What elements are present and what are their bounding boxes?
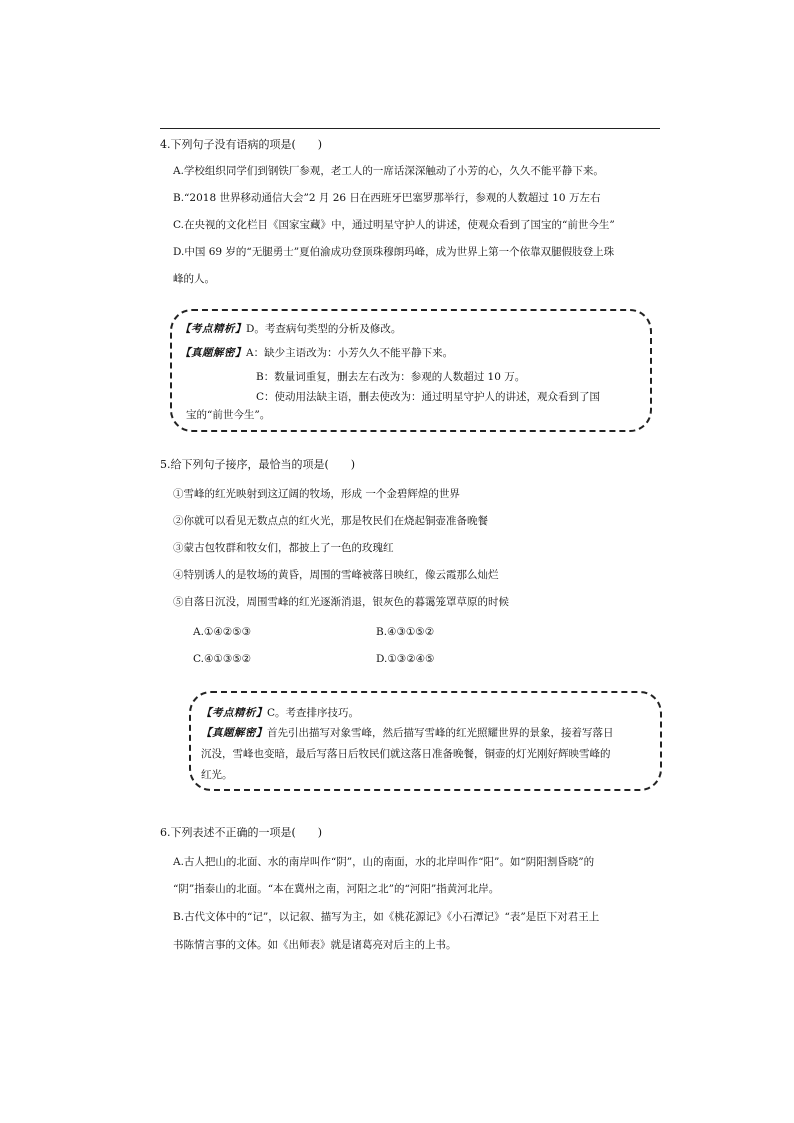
question-5-sentence-3: ③蒙古包牧群和牧女们，都披上了一色的玫瑰红: [173, 542, 394, 554]
analysis-text: 红光。: [201, 769, 233, 781]
question-5-option-a: A.①④②⑤③: [193, 626, 251, 638]
question-6-option-b-cont: 书陈情言事的文体。如《出师表》就是诸葛亮对后主的上书。: [173, 939, 457, 951]
question-4-analysis-box: [170, 309, 652, 432]
question-6-stem: 6.下列表述不正确的一项是( ): [160, 826, 323, 839]
analysis-line: [201, 705, 359, 721]
analysis-text: 首先引出描写对象雪峰，然后描写雪峰的红光照耀世界的景象，接着写落日: [267, 727, 614, 739]
question-4-option-d-cont: 峰的人。: [173, 273, 215, 285]
question-4-option-a: A.学校组织同学们到钢铁厂参观，老工人的一席话深深触动了小芳的心，久久不能平静下来。: [173, 165, 604, 177]
analysis-text: 沉没，雪峰也变暗，最后写落日后牧民们就这落日准备晚餐，铜壶的灯光刚好辉映雪峰的: [201, 748, 611, 760]
analysis-text: D。考查病句类型的分析及修改。: [246, 323, 402, 335]
question-4-option-d: D.中国 69 岁的“无腿勇士”夏伯渝成功登顶珠穆朗玛峰，成为世界上第一个依靠双腿假肢登上珠: [173, 246, 615, 258]
question-5-sentence-2: ②你就可以看见无数点点的红火光，那是牧民们在烧起铜壶准备晚餐: [173, 515, 488, 527]
question-4-stem: 4.下列句子没有语病的项是( ): [160, 138, 323, 151]
analysis-line: [180, 345, 453, 361]
analysis-tag: 【真题解密】: [201, 727, 267, 739]
question-5-option-d: D.①③②④⑤: [376, 653, 435, 665]
question-5-stem: 5.给下列句子接序，最恰当的项是( ): [160, 458, 356, 471]
question-5-sentence-1: ①雪峰的红光映射到这辽阔的牧场，形成 一个金碧辉煌的世界: [173, 488, 460, 500]
analysis-text: B：数量词重复，删去左右改为：参观的人数超过 10 万。: [256, 371, 526, 383]
analysis-tag: 【考点精析】: [180, 323, 246, 335]
analysis-line: [201, 725, 614, 741]
question-5-option-c: C.④①③⑤②: [193, 653, 252, 665]
analysis-tag: 【考点精析】: [201, 707, 267, 719]
question-5-sentence-4: ④特别诱人的是牧场的黄昏，周围的雪峰被落日映红，像云霞那么灿烂: [173, 569, 499, 581]
question-5-analysis-box: [189, 691, 662, 791]
question-5-option-b: B.④③①⑤②: [376, 626, 435, 638]
question-6-option-b: B.古代文体中的“记”，以记叙、描写为主，如《桃花源记》《小石潭记》“表”是臣下对君王上: [173, 911, 600, 923]
analysis-text: C。考查排序技巧。: [267, 707, 360, 719]
header-rule: [160, 128, 660, 129]
analysis-line: [180, 321, 401, 337]
question-4-option-c: C.在央视的文化栏目《国家宝藏》中，通过明星守护人的讲述，使观众看到了国宝的“前世今生”: [173, 219, 615, 231]
question-4-option-b: B.“2018 世界移动通信大会”2 月 26 日在西班牙巴塞罗那举行，参观的人数超过 10 万左右: [173, 192, 601, 204]
question-6-option-a: A.古人把山的北面、水的南岸叫作“阴”，山的南面，水的北岸叫作“阳”。如“阴阳割昏晓”的: [173, 856, 595, 868]
analysis-text: A：缺少主语改为：小芳久久不能平静下来。: [246, 347, 454, 359]
question-6-option-a-cont: “阴”指泰山的北面。“本在冀州之南，河阳之北”的“河阳”指黄河北岸。: [173, 883, 500, 895]
question-5-sentence-5: ⑤自落日沉没，周围雪峰的红光逐渐消退，银灰色的暮霭笼罩草原的时候: [173, 596, 509, 608]
analysis-tag: 【真题解密】: [180, 347, 246, 359]
analysis-text: C：使动用法缺主语，删去使改为：通过明星守护人的讲述，观众看到了国: [256, 391, 601, 403]
analysis-text: 宝的“前世今生”。: [186, 409, 271, 421]
